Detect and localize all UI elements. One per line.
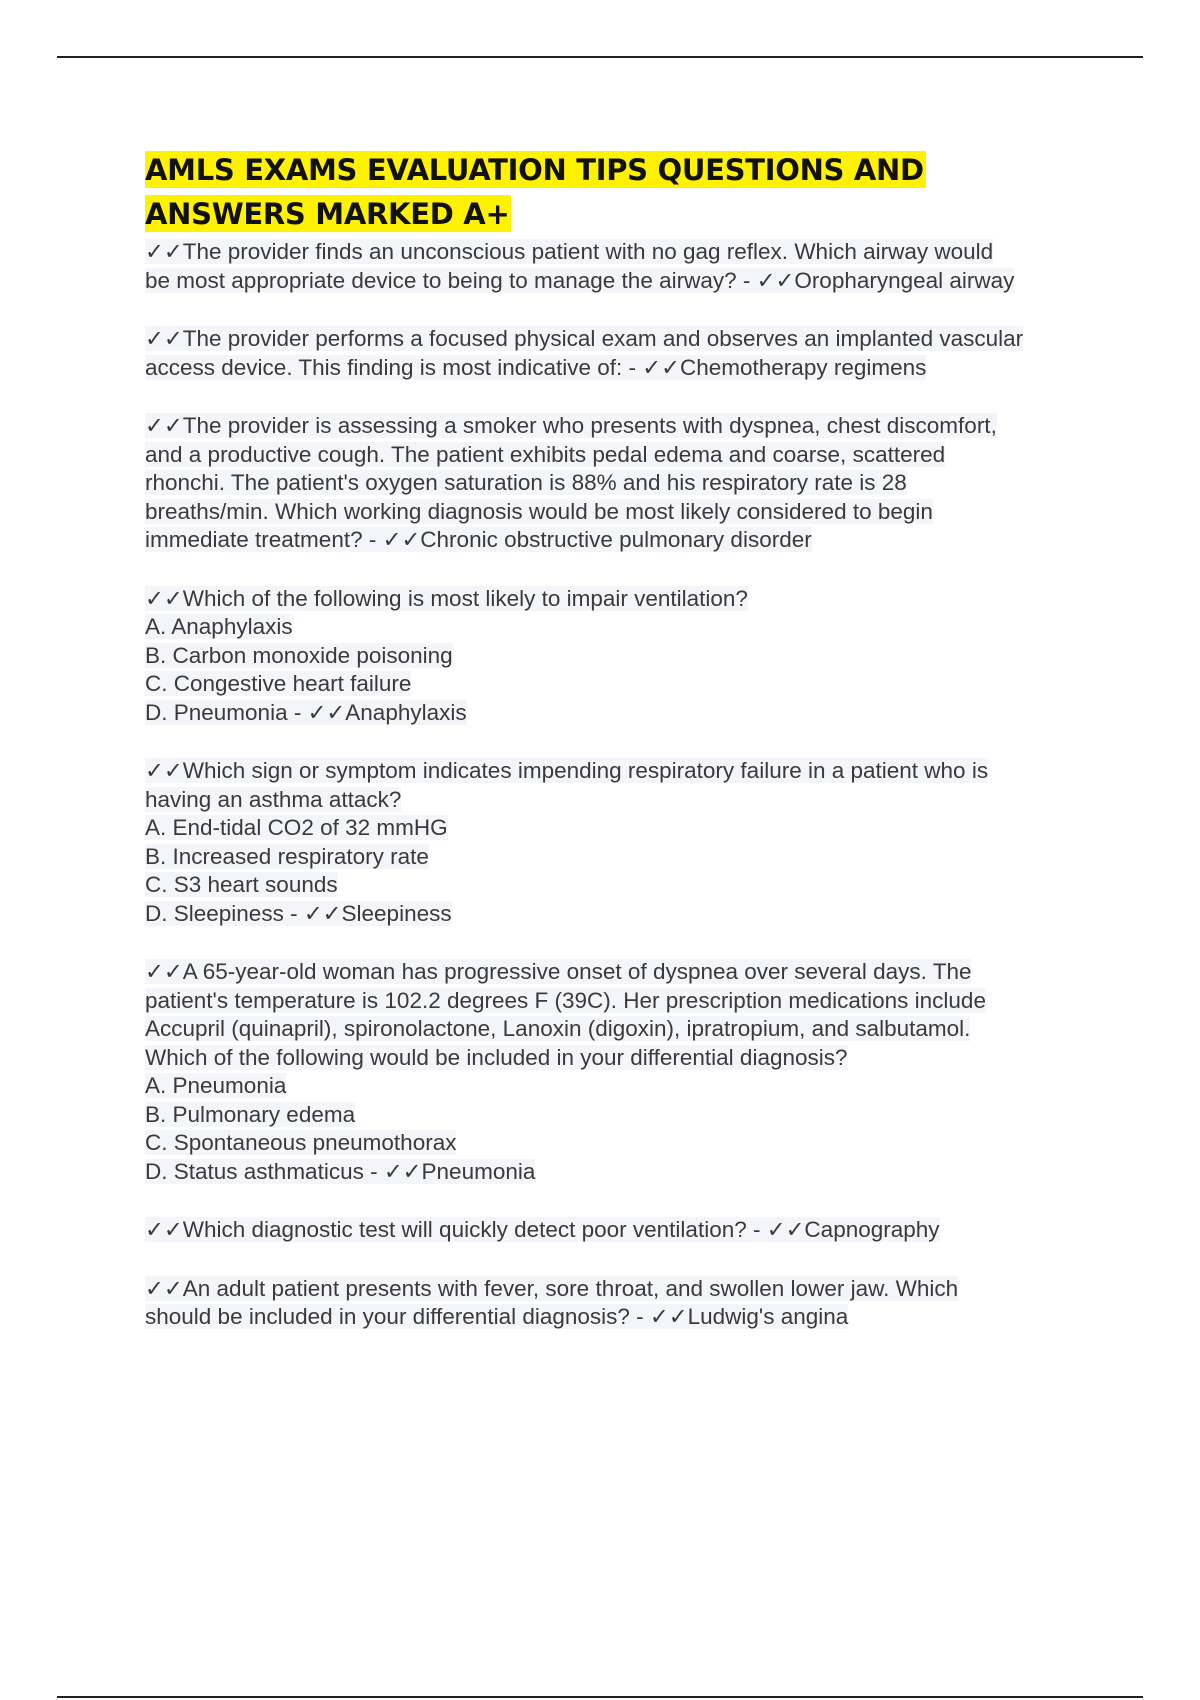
qa-line: should be included in your differential diagnosis? - ✓✓Ludwig's angina	[145, 1304, 849, 1329]
qa-option: B. Carbon monoxide poisoning	[145, 642, 453, 668]
qa-item-4	[145, 585, 1105, 728]
qa-option: C. Spontaneous pneumothorax	[145, 1130, 457, 1155]
qa-line: immediate treatment? - ✓✓Chronic obstructive pulmonary disorder	[145, 527, 812, 552]
qa-line: ✓✓A 65-year-old woman has progressive onset of dyspnea over several days. The	[145, 959, 972, 984]
qa-option-answer: D. Sleepiness - ✓✓Sleepiness	[145, 900, 452, 926]
qa-line: patient's temperature is 102.2 degrees F (39C). Her prescription medications include	[145, 987, 986, 1013]
qa-item-5	[145, 757, 1105, 928]
document-title	[145, 148, 1105, 236]
qa-option: A. End-tidal CO2 of 32 mmHG	[145, 815, 448, 840]
qa-option: A. Anaphylaxis	[145, 614, 293, 639]
footer-rule	[57, 1696, 1143, 1698]
qa-line: ✓✓Which sign or symptom indicates impending respiratory failure in a patient who is	[145, 758, 989, 783]
qa-item-3	[145, 412, 1105, 555]
qa-line: ✓✓An adult patient presents with fever, sore throat, and swollen lower jaw. Which	[145, 1275, 959, 1301]
qa-line: ✓✓Which diagnostic test will quickly detect poor ventilation? - ✓✓Capnography	[145, 1217, 940, 1242]
qa-option-answer: D. Status asthmaticus - ✓✓Pneumonia	[145, 1158, 536, 1184]
qa-line: rhonchi. The patient's oxygen saturation is 88% and his respiratory rate is 28	[145, 470, 907, 495]
qa-item-6	[145, 958, 1105, 1186]
qa-line: and a productive cough. The patient exhibits pedal edema and coarse, scattered	[145, 441, 946, 467]
qa-item-7	[145, 1216, 1105, 1245]
qa-option-answer: D. Pneumonia - ✓✓Anaphylaxis	[145, 699, 467, 725]
qa-line: ✓✓The provider finds an unconscious patient with no gag reflex. Which airway would	[145, 239, 994, 264]
qa-item-1	[145, 238, 1105, 295]
document-body	[145, 148, 1105, 1362]
qa-option: B. Increased respiratory rate	[145, 843, 429, 869]
qa-line: ✓✓Which of the following is most likely to impair ventilation?	[145, 585, 748, 611]
qa-line: Accupril (quinapril), spironolactone, Lanoxin (digoxin), ipratropium, and salbutamol.	[145, 1016, 971, 1041]
qa-option: B. Pulmonary edema	[145, 1101, 356, 1127]
qa-line: access device. This finding is most indicative of: - ✓✓Chemotherapy regimens	[145, 354, 927, 380]
title-line-1: AMLS EXAMS EVALUATION TIPS QUESTIONS AND	[145, 153, 924, 187]
qa-line: be most appropriate device to being to manage the airway? - ✓✓Oropharyngeal airway	[145, 267, 1015, 293]
qa-line: ✓✓The provider performs a focused physical exam and observes an implanted vascular	[145, 326, 1024, 351]
qa-line: Which of the following would be included in your differential diagnosis?	[145, 1044, 848, 1070]
qa-item-2	[145, 325, 1105, 382]
qa-line: breaths/min. Which working diagnosis would be most likely considered to begin	[145, 498, 933, 524]
header-rule	[57, 56, 1143, 58]
qa-option: A. Pneumonia	[145, 1073, 287, 1098]
qa-item-8	[145, 1275, 1105, 1332]
qa-option: C. S3 heart sounds	[145, 872, 338, 897]
title-line-2: ANSWERS MARKED A+	[145, 197, 510, 231]
qa-option: C. Congestive heart failure	[145, 671, 412, 696]
qa-line: having an asthma attack?	[145, 786, 402, 812]
qa-line: ✓✓The provider is assessing a smoker who presents with dyspnea, chest discomfort,	[145, 413, 997, 438]
